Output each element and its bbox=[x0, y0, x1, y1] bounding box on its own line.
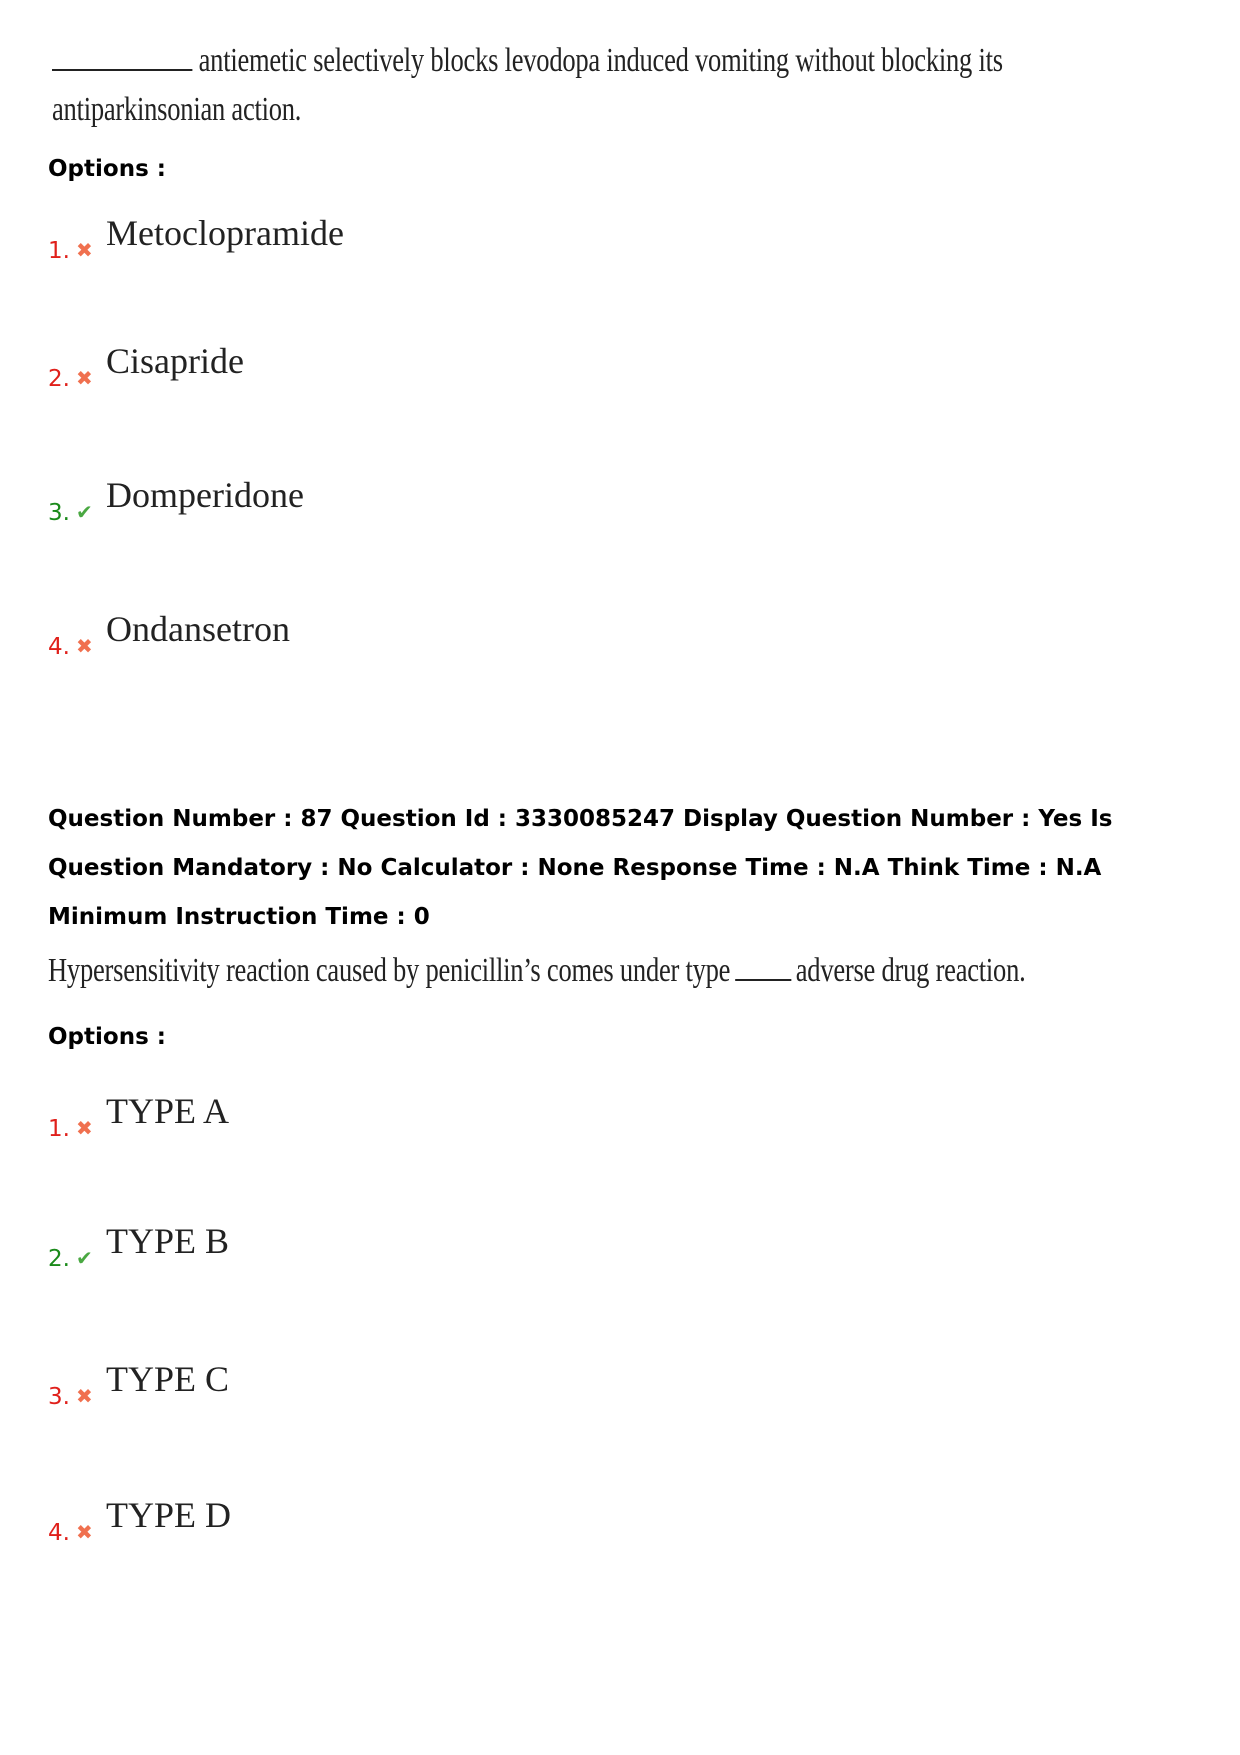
option-text: Metoclopramide bbox=[106, 213, 344, 253]
option-text: Ondansetron bbox=[106, 609, 290, 649]
cross-icon: ✖ bbox=[76, 238, 93, 262]
question-text: antiemetic selectively blocks levodopa induced vomiting without blocking its bbox=[198, 42, 1003, 79]
option-number: 3. bbox=[48, 500, 70, 526]
option-2 bbox=[48, 340, 244, 392]
question-87-header: Question Number : 87 Question Id : 3330085247 Display Question Number : Yes Is Question Mandatory : No Calculator : None Response Time : N.A Think Time : N.A Minimum Instruction Time : 0 bbox=[48, 806, 1113, 930]
option-1 bbox=[48, 1090, 229, 1142]
option-number: 2. bbox=[48, 366, 70, 392]
question-86-text-line1 bbox=[52, 42, 1003, 80]
check-icon: ✔ bbox=[76, 1246, 93, 1270]
option-text: TYPE C bbox=[106, 1359, 230, 1399]
option-text: TYPE A bbox=[106, 1091, 230, 1131]
option-number: 3. bbox=[48, 1384, 70, 1410]
option-3 bbox=[48, 474, 304, 526]
option-text: Domperidone bbox=[106, 475, 304, 515]
blank bbox=[735, 979, 791, 981]
question-text-before: Hypersensitivity reaction caused by penicillin’s comes under type bbox=[48, 952, 731, 989]
option-1 bbox=[48, 212, 344, 264]
cross-icon: ✖ bbox=[76, 1116, 93, 1140]
option-4 bbox=[48, 608, 290, 660]
option-number: 1. bbox=[48, 1116, 70, 1142]
cross-icon: ✖ bbox=[76, 1520, 93, 1544]
option-text: Cisapride bbox=[106, 341, 244, 381]
option-number: 4. bbox=[48, 634, 70, 660]
question-87-text bbox=[48, 952, 1025, 990]
option-text: TYPE B bbox=[106, 1221, 230, 1261]
options-label: Options : bbox=[48, 156, 166, 182]
options-label: Options : bbox=[48, 1024, 166, 1050]
option-number: 1. bbox=[48, 238, 70, 264]
cross-icon: ✖ bbox=[76, 634, 93, 658]
option-4 bbox=[48, 1494, 231, 1546]
option-2 bbox=[48, 1220, 229, 1272]
blank bbox=[52, 69, 192, 71]
cross-icon: ✖ bbox=[76, 1384, 93, 1408]
question-86-text-line2: antiparkinsonian action. bbox=[52, 91, 302, 128]
question-text-after: adverse drug reaction. bbox=[795, 952, 1026, 989]
option-3 bbox=[48, 1358, 229, 1410]
option-number: 4. bbox=[48, 1520, 70, 1546]
check-icon: ✔ bbox=[76, 500, 93, 524]
cross-icon: ✖ bbox=[76, 366, 93, 390]
option-number: 2. bbox=[48, 1246, 70, 1272]
option-text: TYPE D bbox=[106, 1495, 231, 1535]
